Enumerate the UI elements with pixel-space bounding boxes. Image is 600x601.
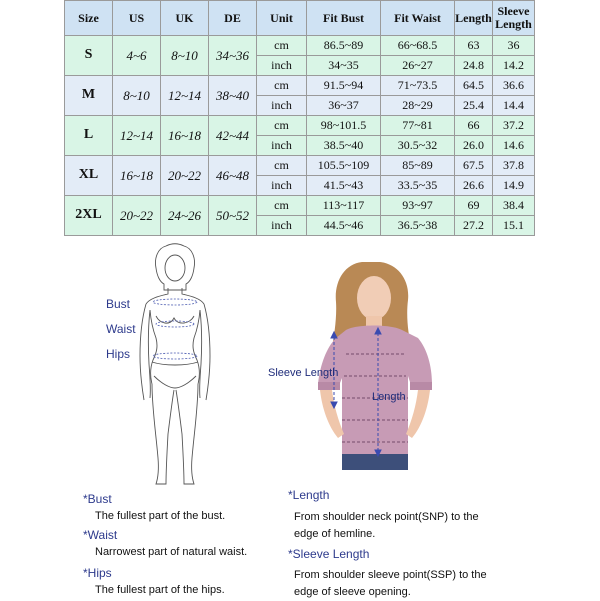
size-cell: XL [65,156,113,196]
us-cell: 20~22 [113,196,161,236]
sleeve-cell: 14.6 [493,136,535,156]
table-row [65,116,535,136]
definition-text-waist: Narrowest part of natural waist. [95,546,248,558]
de-cell: 38~40 [209,76,257,116]
table-row [65,76,535,96]
unit-cell: inch [257,136,307,156]
waist-cell: 33.5~35 [381,176,455,196]
bust-cell: 113~117 [307,196,381,216]
us-cell: 16~18 [113,156,161,196]
definition-term-bust: *Bust [83,492,112,506]
model-photo [262,258,472,470]
table-row [65,196,535,216]
length-cell: 63 [455,36,493,56]
waist-cell: 36.5~38 [381,216,455,236]
size-cell: M [65,76,113,116]
de-cell: 42~44 [209,116,257,156]
unit-cell: inch [257,56,307,76]
header-fit-waist: Fit Waist [381,1,455,36]
waist-cell: 85~89 [381,156,455,176]
us-cell: 8~10 [113,76,161,116]
header-sleeve-length: Sleeve Length [493,1,535,36]
unit-cell: inch [257,216,307,236]
bust-cell: 41.5~43 [307,176,381,196]
sleeve-cell: 38.4 [493,196,535,216]
uk-cell: 8~10 [161,36,209,76]
definition-text-bust: The fullest part of the bust. [95,510,226,522]
bust-cell: 44.5~46 [307,216,381,236]
length-cell: 66 [455,116,493,136]
unit-cell: inch [257,96,307,116]
waist-cell: 28~29 [381,96,455,116]
unit-cell: cm [257,76,307,96]
definition-term-hips: *Hips [83,566,112,580]
table-row [65,156,535,176]
sleeve-cell: 36.6 [493,76,535,96]
length-cell: 26.6 [455,176,493,196]
sleeve-length-label: Sleeve Length [268,367,339,379]
waist-cell: 30.5~32 [381,136,455,156]
length-cell: 24.8 [455,56,493,76]
unit-cell: cm [257,116,307,136]
size-cell: 2XL [65,196,113,236]
uk-cell: 24~26 [161,196,209,236]
length-cell: 69 [455,196,493,216]
header-de: DE [209,1,257,36]
waist-cell: 26~27 [381,56,455,76]
sleeve-cell: 37.8 [493,156,535,176]
length-cell: 67.5 [455,156,493,176]
unit-cell: cm [257,196,307,216]
unit-cell: cm [257,36,307,56]
figure-label-bust: Bust [106,297,131,311]
bust-cell: 105.5~109 [307,156,381,176]
header-size: Size [65,1,113,36]
bust-cell: 34~35 [307,56,381,76]
bust-cell: 98~101.5 [307,116,381,136]
size-cell: S [65,36,113,76]
sleeve-cell: 14.4 [493,96,535,116]
length-cell: 26.0 [455,136,493,156]
header-length: Length [455,1,493,36]
length-cell: 25.4 [455,96,493,116]
definition-term-sleeve-length: *Sleeve Length [288,547,370,561]
definition-text-sleeve-2: edge of sleeve opening. [294,586,411,598]
us-cell: 4~6 [113,36,161,76]
waist-cell: 93~97 [381,196,455,216]
bust-cell: 38.5~40 [307,136,381,156]
bust-cell: 86.5~89 [307,36,381,56]
header-us: US [113,1,161,36]
uk-cell: 16~18 [161,116,209,156]
de-cell: 46~48 [209,156,257,196]
table-header-row [65,1,535,36]
length-label: Length [372,391,406,403]
unit-cell: inch [257,176,307,196]
bust-cell: 36~37 [307,96,381,116]
length-cell: 64.5 [455,76,493,96]
de-cell: 50~52 [209,196,257,236]
header-unit: Unit [257,1,307,36]
definition-term-waist: *Waist [83,528,118,542]
definition-text-hips: The fullest part of the hips. [95,584,225,596]
header-fit-bust: Fit Bust [307,1,381,36]
sleeve-cell: 15.1 [493,216,535,236]
figure-label-hips: Hips [106,347,131,361]
unit-cell: cm [257,156,307,176]
sleeve-cell: 36 [493,36,535,56]
size-cell: L [65,116,113,156]
waist-cell: 66~68.5 [381,36,455,56]
us-cell: 12~14 [113,116,161,156]
length-cell: 27.2 [455,216,493,236]
bust-cell: 91.5~94 [307,76,381,96]
definition-term-length: *Length [288,488,330,502]
sleeve-cell: 37.2 [493,116,535,136]
size-chart-table [64,0,535,236]
header-uk: UK [161,1,209,36]
sleeve-cell: 14.9 [493,176,535,196]
body-figure-illustration [120,238,230,490]
sleeve-cell: 14.2 [493,56,535,76]
waist-cell: 71~73.5 [381,76,455,96]
definition-text-length-2: edge of hemline. [294,528,376,540]
uk-cell: 20~22 [161,156,209,196]
definition-text-length-1: From shoulder neck point(SNP) to the [294,511,479,523]
definition-text-sleeve-1: From shoulder sleeve point(SSP) to the [294,569,487,581]
table-row [65,36,535,56]
uk-cell: 12~14 [161,76,209,116]
waist-cell: 77~81 [381,116,455,136]
figure-label-waist: Waist [106,322,136,336]
de-cell: 34~36 [209,36,257,76]
